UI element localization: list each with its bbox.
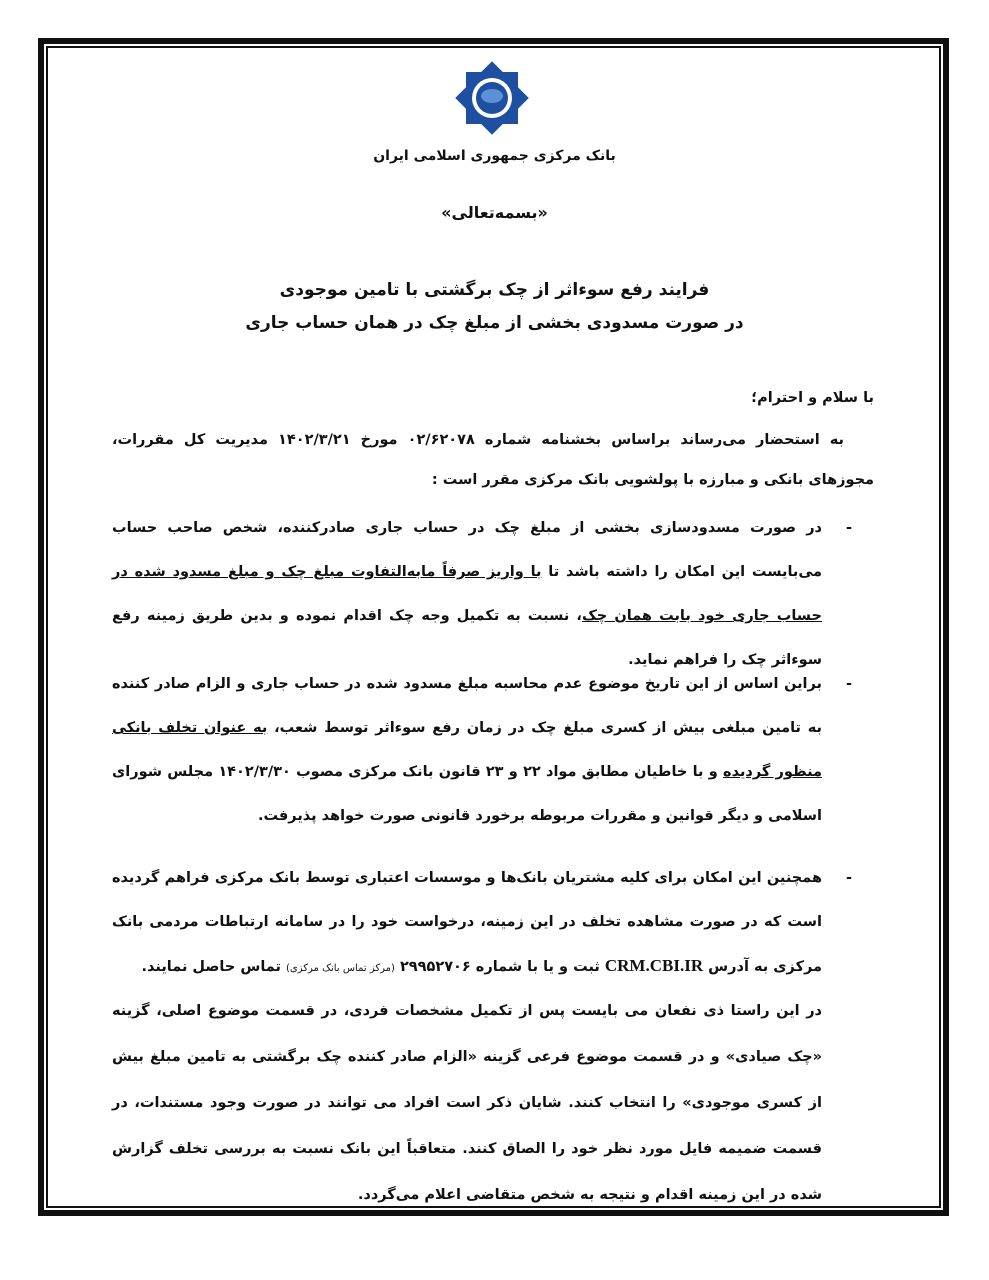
bullet-dash: - [845,870,852,886]
underlined-text: با واریز صرفاً مابه‌التفاوت مبلغ چک و مبلغ مسدود شده در حساب جاری خود بابت همان چک [112,564,822,624]
greeting: با سلام و احترام؛ [751,390,874,406]
bullet-text: براین اساس از این تاریخ موضوع عدم محاسبه مبلغ مسدود شده در حساب جاری و الزام صادر کننده به تامین مبلغی بیش از کسری مبلغ چک در زمان رفع سوءاثر توسط شعب، [112,676,822,736]
bullet-item-3 [112,856,874,991]
bullet-text: ثبت و یا با شماره ۲۹۹۵۲۷۰۶ [394,959,605,975]
bullet-text: در صورت مسدودسازی بخشی از مبلغ چک در حساب جاری صادرکننده، شخص صاحب حساب می‌بایست این امکان را داشته باشد تا [112,520,822,580]
document-title-line2: در صورت مسدودی بخشی از مبلغ چک در همان حساب جاری [245,313,744,333]
closing-paragraph: در این راستا ذی نفعان می بایست پس از تکمیل مشخصات فردی، در قسمت موضوع اصلی، گزینه «چک صیادی» و در قسمت موضوع فرعی گزینه «الزام صادر کننده چک برگشتی به تامین مبلغ بیش از کسری موجودی» را انتخاب کنند. شایان ذکر است افراد می توانند در صورت وجود مستندات، در قسمت ضمیمه فایل مورد نظر خود را الصاق کنند. متعاقباً این بانک نسبت به بررسی تخلف گزارش شده در این زمینه اقدام و نتیجه به شخص متقاضی اعلام می‌گردد. [112,1003,822,1203]
bullet-item-2 [112,662,874,838]
bullet-item-1 [112,506,874,682]
document-title-line1: فرایند رفع سوءاثر از چک برگشتی با تامین موجودی [279,280,710,300]
bullet-text: تماس حاصل نمایند. [141,959,287,975]
intro-paragraph: به استحضار می‌رساند براساس بخشنامه شماره ۰۲/۶۲۰۷۸ مورخ ۱۴۰۲/۳/۲۱ مدیریت کل مقررات، مجوزهای بانکی و مبارزه با پولشویی بانک مرکزی مقرر است : [112,432,874,488]
website-address: CRM.CBI.IR [604,956,704,975]
underlined-text: به عنوان تخلف بانکی منظور گردیده [112,720,823,780]
bismillah-heading: «بسمه‌تعالی» [441,203,548,222]
bullet-text: و با خاطیان مطابق مواد ۲۲ و ۲۳ قانون بانک مرکزی مصوب ۱۴۰۲/۳/۳۰ مجلس شورای اسلامی و دیگر قوانین و مقررات مربوطه برخورد قانونی صورت خواهد پذیرفت. [112,764,822,824]
bullet-text: همچنین این امکان برای کلیه مشتریان بانک‌ها و موسسات اعتباری توسط بانک مرکزی فراهم گردیده است که در صورت مشاهده تخلف در این زمینه، درخواست خود را در سامانه ارتباطات مردمی بانک مرکزی به آدرس [112,870,822,975]
bullet-text: ، نسبت به تکمیل وجه چک اقدام نموده و بدین طریق زمینه رفع سوءاثر چک را فراهم نماید. [112,608,822,668]
bullet-dash: - [845,676,852,692]
bullet-dash: - [845,520,852,536]
central-bank-logo [452,58,532,138]
bank-name: بانک مرکزی جمهوری اسلامی ایران [373,148,616,164]
call-center-note: (مرکز تماس بانک مرکزی) [286,963,395,974]
